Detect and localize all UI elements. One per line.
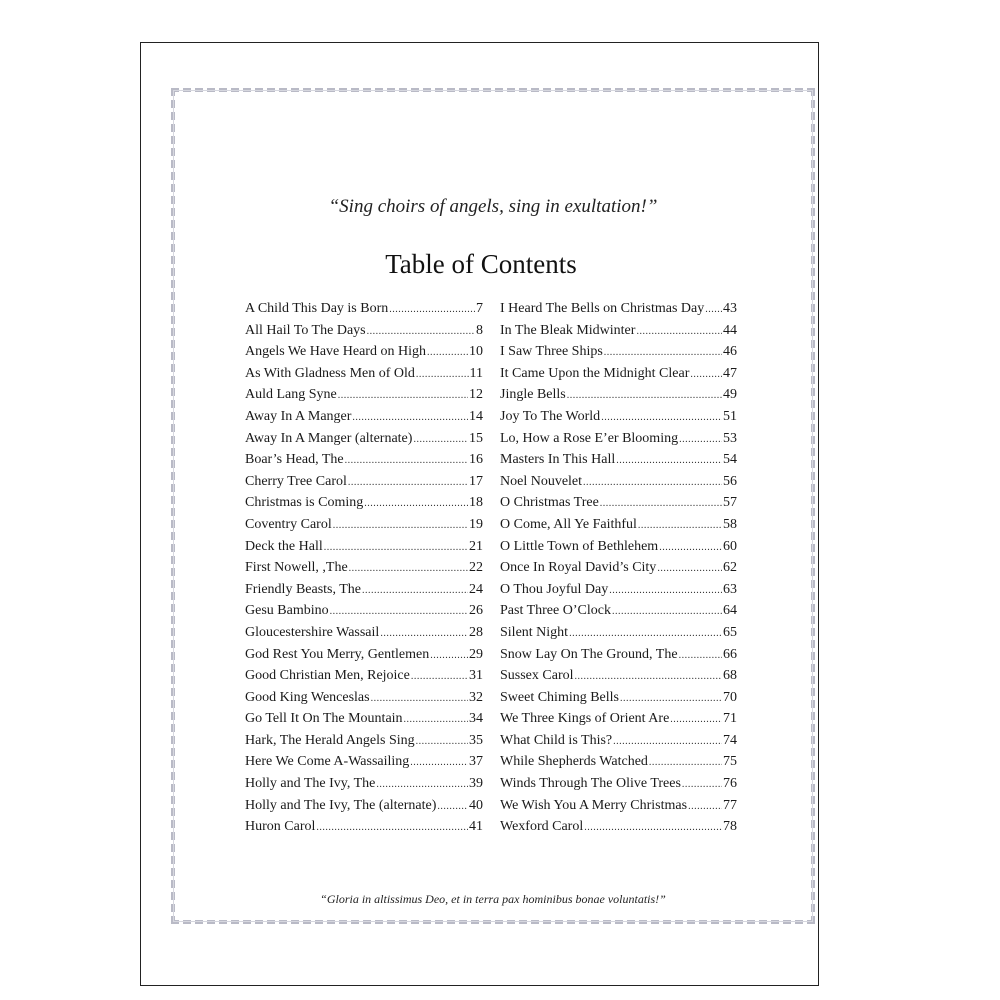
toc-entry-title: Hark, The Herald Angels Sing [245,732,415,748]
toc-entry-title: Coventry Carol [245,516,332,532]
toc-entry [500,406,737,428]
toc-entry [245,514,483,536]
toc-entry-page-number: 10 [469,344,483,360]
toc-entry-title: O Thou Joyful Day [500,581,609,597]
dot-leader [437,796,468,818]
toc-entry-page-number: 39 [469,776,483,792]
toc-entry-title: I Heard The Bells on Christmas Day [500,301,705,316]
toc-entry [245,622,483,644]
dot-leader [604,342,722,364]
toc-entry [245,730,483,752]
dot-leader [705,299,722,321]
toc-entry-page-number: 26 [469,603,483,619]
dot-leader [389,299,475,321]
toc-entry-title: Jingle Bells [500,387,566,403]
toc-entry-page-number: 60 [723,538,737,554]
toc-entry-page-number: 16 [469,452,483,468]
toc-entry-title: Noel Nouvelet [500,473,583,489]
toc-entry-title: Angels We Have Heard on High [245,344,426,360]
dot-leader [411,666,468,688]
toc-entry-page-number: 11 [469,365,483,381]
toc-entry-title: Holly and The Ivy, The (alternate) [245,797,437,813]
dot-leader [682,774,722,796]
toc-entry-title: Deck the Hall [245,538,323,554]
toc-entry [500,665,737,687]
toc-entry-page-number: 21 [469,538,483,554]
dot-leader [636,321,722,343]
toc-entry-title: O Come, All Ye Faithful [500,516,637,532]
toc-entry-title: Go Tell It On The Mountain [245,711,403,727]
toc-entry-title: Wexford Carol [500,819,584,835]
toc-entry [500,730,737,752]
toc-entry [500,751,737,773]
dot-leader [600,493,722,515]
toc-entry-page-number: 19 [469,516,483,532]
toc-entry-title: In The Bleak Midwinter [500,322,636,338]
toc-entry-title: I Saw Three Ships [500,344,603,360]
toc-entry-title: Sweet Chiming Bells [500,689,619,705]
toc-entry-page-number: 32 [469,689,483,705]
toc-entry [500,492,737,514]
toc-entry-title: Here We Come A-Wassailing [245,754,410,770]
toc-entry-page-number: 34 [469,711,483,727]
toc-entry-title: Joy To The World [500,408,601,424]
toc-entry [245,816,483,838]
toc-entry-title: Once In Royal David’s City [500,560,657,576]
toc-entry [500,320,737,342]
toc-entry [245,536,483,558]
toc-entry [500,384,737,406]
dot-leader [333,515,468,537]
toc-entry [245,600,483,622]
toc-entry-title: While Shepherds Watched [500,754,648,770]
dot-leader [670,709,722,731]
dot-leader [690,364,722,386]
toc-entry [245,471,483,493]
toc-entry [500,579,737,601]
toc-entry-page-number: 62 [723,560,737,576]
toc-entry [245,773,483,795]
dot-leader [380,623,468,645]
toc-entry [500,644,737,666]
toc-entry-title: Silent Night [500,624,569,640]
toc-entry [500,795,737,817]
toc-entry [500,449,737,471]
toc-entry [500,536,737,558]
toc-entry-title: Winds Through The Olive Trees [500,776,681,792]
dot-leader [338,385,468,407]
toc-entry-title: We Wish You A Merry Christmas [500,797,688,813]
toc-entry-title: Friendly Beasts, The [245,581,362,597]
toc-entry [245,363,483,385]
dot-leader [364,493,468,515]
toc-entry [245,557,483,579]
toc-entry [500,363,737,385]
toc-entry-page-number: 8 [476,322,483,338]
dot-leader [567,385,722,407]
toc-entry [245,751,483,773]
dot-leader [430,645,468,667]
toc-entry-title: A Child This Day is Born [245,301,389,316]
toc-entry-title: Cherry Tree Carol [245,473,347,489]
toc-entry-page-number: 64 [723,603,737,619]
dot-leader [638,515,722,537]
dot-leader [367,321,475,343]
toc-entry [245,687,483,709]
toc-entry-title: Boar’s Head, The [245,452,344,468]
toc-entry-page-number: 63 [723,581,737,597]
toc-entry [245,644,483,666]
toc-entry [245,795,483,817]
toc-entry [245,320,483,342]
toc-entry-page-number: 74 [723,732,737,748]
closing-quote: “Gloria in altissimus Deo, et in terra pax hominibus bonae voluntatis!” [320,892,666,906]
toc-entry-title: Holly and The Ivy, The [245,776,376,792]
toc-entry-title: Auld Lang Syne [245,387,337,403]
dot-leader [330,601,468,623]
toc-column-left [245,298,483,838]
dot-leader [345,450,468,472]
toc-entry-page-number: 78 [723,819,737,835]
toc-entry-page-number: 58 [723,516,737,532]
toc-entry [245,579,483,601]
toc-entry [500,341,737,363]
toc-entry-page-number: 51 [723,408,737,424]
dot-leader [410,752,468,774]
toc-entry [500,471,737,493]
toc-entry [245,298,483,320]
dot-leader [583,472,722,494]
toc-entry-title: First Nowell, ,The [245,560,348,576]
toc-entry-title: O Christmas Tree [500,495,599,511]
toc-entry [500,622,737,644]
dot-leader [413,429,468,451]
dot-leader [348,472,468,494]
toc-entry [500,773,737,795]
toc-entry-page-number: 68 [723,668,737,684]
toc-entry-title: What Child is This? [500,732,613,748]
toc-entry [245,449,483,471]
dot-leader [679,429,722,451]
toc-entry [500,557,737,579]
toc-entry-page-number: 44 [723,322,737,338]
toc-entry-title: God Rest You Merry, Gentlemen [245,646,430,662]
toc-entry-page-number: 29 [469,646,483,662]
dot-leader [688,796,722,818]
toc-entry-page-number: 47 [723,365,737,381]
toc-entry [245,708,483,730]
toc-entry-page-number: 75 [723,754,737,770]
toc-entry-page-number: 22 [469,560,483,576]
dot-leader [376,774,468,796]
dot-leader [613,731,722,753]
dot-leader [352,407,468,429]
toc-entry-page-number: 54 [723,452,737,468]
toc-entry-page-number: 46 [723,344,737,360]
toc-entry-page-number: 24 [469,581,483,597]
toc-entry-page-number: 66 [723,646,737,662]
dot-leader [569,623,722,645]
toc-entry-title: Snow Lay On The Ground, The [500,646,678,662]
toc-entry-page-number: 41 [469,819,483,835]
toc-entry [245,384,483,406]
toc-entry-page-number: 18 [469,495,483,511]
toc-entry-page-number: 56 [723,473,737,489]
toc-entry [500,708,737,730]
toc-entry-page-number: 49 [723,387,737,403]
toc-entry-page-number: 77 [723,797,737,813]
toc-entry-page-number: 71 [723,711,737,727]
toc-entry-title: Gesu Bambino [245,603,329,619]
toc-entry-title: Good King Wenceslas [245,689,370,705]
toc-entry-page-number: 17 [469,473,483,489]
toc-entry-page-number: 37 [469,754,483,770]
dot-leader [584,817,722,839]
toc-entry-page-number: 40 [469,797,483,813]
toc-entry-page-number: 7 [476,301,483,316]
toc-entry-page-number: 53 [723,430,737,446]
toc-entry [500,687,737,709]
toc-entry [245,492,483,514]
dot-leader [649,752,722,774]
dot-leader [371,688,468,710]
toc-entry-page-number: 14 [469,408,483,424]
toc-entry [500,298,737,320]
toc-entry-page-number: 70 [723,689,737,705]
dot-leader [362,580,468,602]
dot-leader [620,688,722,710]
toc-entry-title: All Hail To The Days [245,322,366,338]
toc-entry-title: We Three Kings of Orient Are [500,711,670,727]
toc-entry-title: Masters In This Hall [500,452,616,468]
dot-leader [659,537,722,559]
toc-entry-title: Christmas is Coming [245,495,364,511]
toc-entry-page-number: 76 [723,776,737,792]
toc-entry-page-number: 28 [469,624,483,640]
toc-entry-title: Good Christian Men, Rejoice [245,668,410,684]
toc-entry [500,600,737,622]
toc-entry [245,428,483,450]
toc-entry-page-number: 65 [723,624,737,640]
dot-leader [404,709,468,731]
dot-leader [612,601,722,623]
dot-leader [601,407,722,429]
dot-leader [616,450,722,472]
toc-entry-title: Huron Carol [245,819,316,835]
dot-leader [657,558,722,580]
toc-entry-title: Lo, How a Rose E’er Blooming [500,430,679,446]
toc-entry-title: As With Gladness Men of Old [245,365,415,381]
toc-entry-page-number: 15 [469,430,483,446]
dot-leader [609,580,722,602]
toc-entry [245,341,483,363]
toc-entry-page-number: 31 [469,668,483,684]
toc-entry [500,514,737,536]
toc-entry-title: O Little Town of Bethlehem [500,538,659,554]
toc-entry [245,665,483,687]
dot-leader [416,364,469,386]
toc-entry-title: Away In A Manger [245,408,352,424]
epigraph-quote: “Sing choirs of angels, sing in exultation!” [328,196,658,217]
toc-entry [500,816,737,838]
toc-entry-title: Gloucestershire Wassail [245,624,380,640]
toc-entry [245,406,483,428]
toc-entry-title: It Came Upon the Midnight Clear [500,365,690,381]
toc-entry-title: Past Three O’Clock [500,603,611,619]
toc-entry-page-number: 57 [723,495,737,511]
dot-leader [679,645,722,667]
toc-entry-title: Away In A Manger (alternate) [245,430,413,446]
dot-leader [575,666,723,688]
page-title: Table of Contents [385,249,577,279]
toc-column-right [500,298,737,838]
dot-leader [416,731,468,753]
toc-entry-page-number: 12 [469,387,483,403]
toc-entry-title: Sussex Carol [500,668,574,684]
dot-leader [349,558,468,580]
toc-entry [500,428,737,450]
dot-leader [427,342,468,364]
dot-leader [324,537,468,559]
dot-leader [316,817,468,839]
toc-entry-page-number: 43 [723,301,737,316]
toc-entry-page-number: 35 [469,732,483,748]
